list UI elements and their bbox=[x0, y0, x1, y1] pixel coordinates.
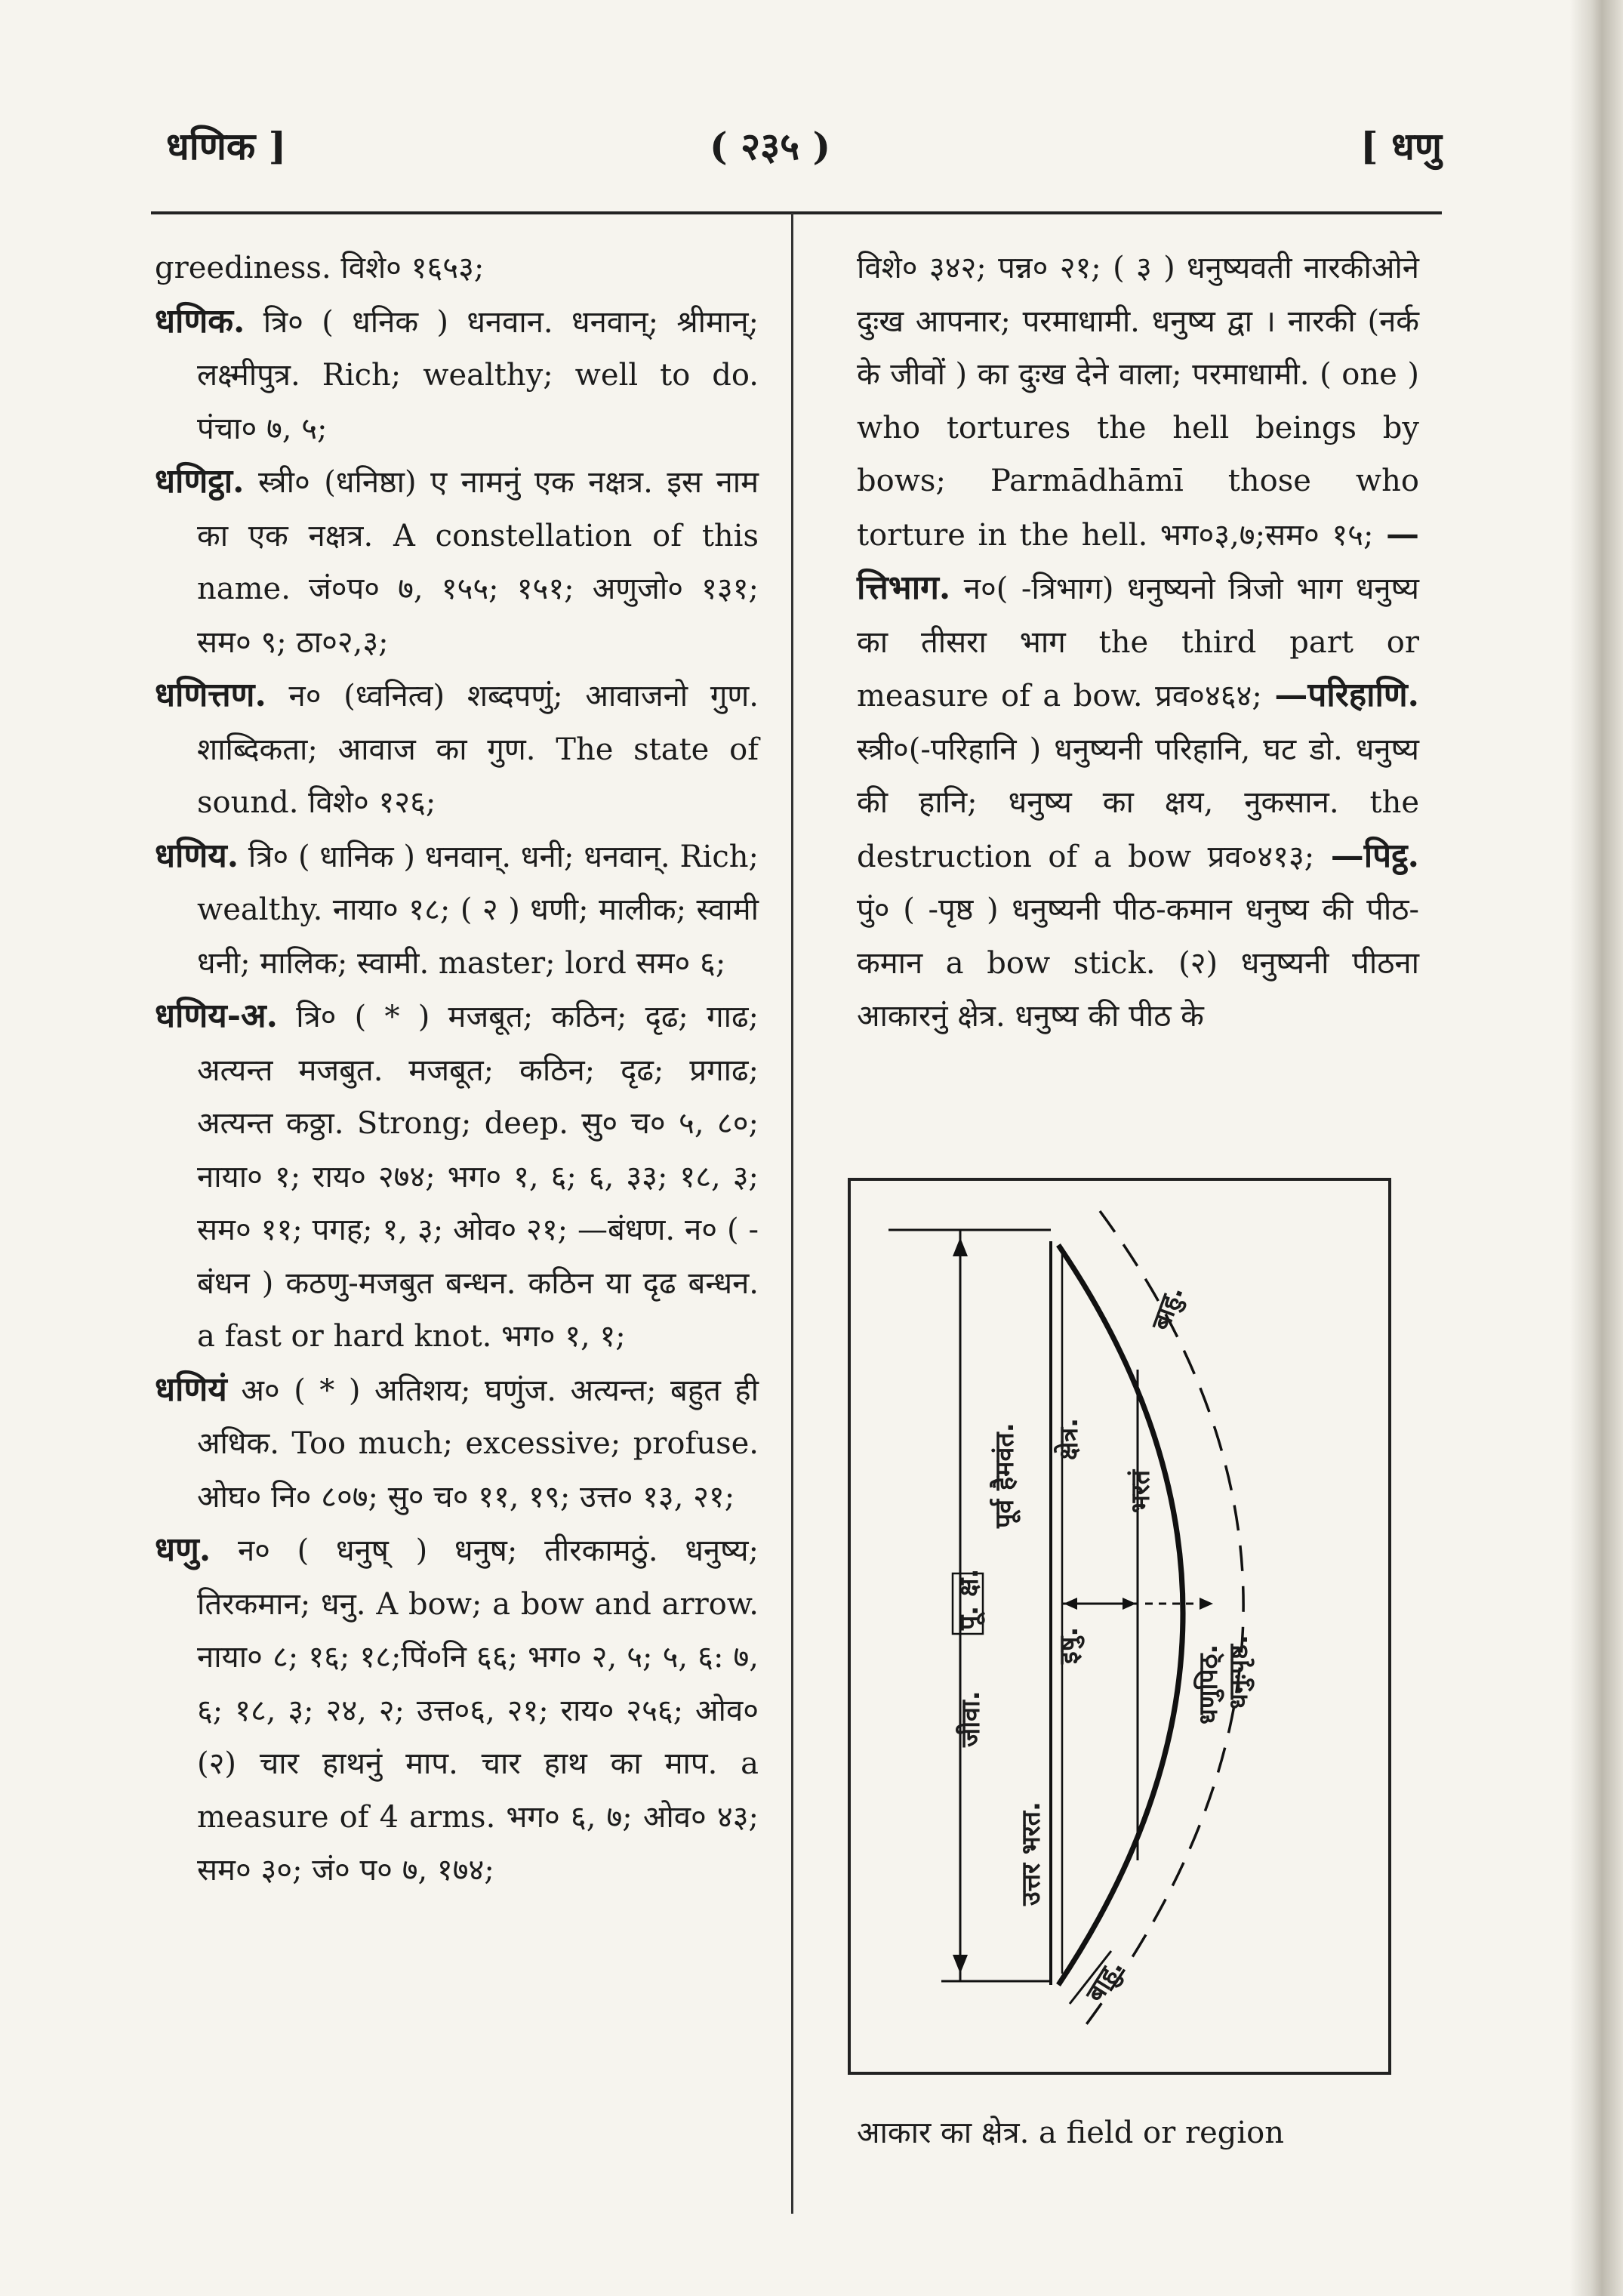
entry-text: पुं० ( -पृष्ठ ) धनुष्यनी पीठ-कमान धनुष्य की पीठ-कमान a bow stick. (२) धनुष्यनी पीठना आकारनुं क्षेत्र. धनुष्य की पीठ के bbox=[857, 892, 1419, 1034]
entry-text: त्रि० ( धनिक ) धनवान. धनवान्; श्रीमान्; लक्ष्मीपुत्र. Rich; wealthy; well to do. पंचा० ७, ५; bbox=[197, 304, 759, 446]
entry-text: न० ( धनुष् ) धनुष; तीरकामठुं. धनुष्य; तिरकमान; धनु. A bow; a bow and arrow. नाया० ८; १६; १८;पिं०नि ६६; भग० २, ५; ५, ६: ७, ६; १८, ३; २४, २; उत्त०६, २१; राय० २५६; ओव० (२) चार हाथनुं माप. चार हाथ का माप. a measure of 4 arms. भग० ६, ७; ओव० ४३; सम० ३०; जं० प० ७, १७४; bbox=[197, 1533, 759, 1888]
page-header bbox=[151, 113, 1442, 181]
ishu-arrowhead-left bbox=[1064, 1598, 1077, 1610]
entry-continuation bbox=[155, 242, 759, 295]
subentry-headword: —पिट्ठ. bbox=[1330, 836, 1419, 875]
header-left-word: धणिक ] bbox=[166, 124, 287, 168]
label-purva-hemavant: पूर्व हैमवंत. bbox=[990, 1422, 1020, 1528]
label-ishu: इषु. bbox=[1054, 1626, 1084, 1664]
arrow-down bbox=[953, 1955, 968, 1974]
right-column bbox=[857, 242, 1419, 1043]
label-top-tag: बाहु. bbox=[1145, 1281, 1190, 1335]
label-purna-kshetra: पू. क्ष. bbox=[954, 1568, 984, 1630]
label-dhanushpishtha: धनुःपृष्ठ. bbox=[1224, 1635, 1254, 1709]
entry-text: स्त्री० (धनिष्ठा) ए नामनुं एक नक्षत्र. इस नाम का एक नक्षत्र. A constellation of this name. जं०प० ७, १५५; १५१; अणुजो० १३१; सम० ९; ठा०२,३; bbox=[197, 465, 759, 660]
column-divider bbox=[791, 213, 793, 2214]
headword: धणिक. bbox=[155, 301, 245, 341]
arrow-up bbox=[953, 1237, 968, 1256]
ishu-arrowhead-right bbox=[1123, 1598, 1136, 1610]
scan-edge bbox=[1570, 0, 1623, 2296]
entry-text: greediness. विशे० १६५३; bbox=[155, 251, 485, 285]
bow-diagram bbox=[848, 1178, 1391, 2075]
entry-text: अ० ( * ) अतिशय; घणुंज. अत्यन्त; बहुत ही अधिक. Too much; excessive; profuse. ओघ० नि० ८०७; सु० च० ११, १९; उत्त० १३, २१; bbox=[197, 1373, 759, 1515]
headword: धणित्तण. bbox=[155, 676, 266, 714]
entry-continuation bbox=[857, 242, 1419, 1043]
header-right-word: [ धणु bbox=[1360, 124, 1442, 168]
header-rule bbox=[151, 211, 1442, 214]
entry-text: न० (ध्वनित्व) शब्दपणुं; आवाजनो गुण. शाब्दिकता; आवाज का गुण. The state of sound. विशे० १२६; bbox=[197, 679, 759, 820]
headword: धणिय-अ. bbox=[155, 997, 278, 1035]
label-dhanupitthe: धणुपिठ्. bbox=[1193, 1644, 1224, 1724]
headword: धणु. bbox=[155, 1530, 211, 1569]
dictionary-entry bbox=[155, 455, 759, 669]
headword: धणिय. bbox=[155, 836, 239, 875]
entry-text: त्रि० ( धानिक ) धनवान्. धनी; धनवान्. Rich; wealthy. नाया० १८; ( २ ) धणी; मालीक; स्वामी धनी; मालिक; स्वामी. master; lord सम० ६; bbox=[197, 839, 759, 981]
ishu-arrowhead-2 bbox=[1200, 1598, 1213, 1610]
headword: धणियं bbox=[155, 1370, 227, 1409]
left-column bbox=[155, 242, 759, 1897]
page-number: ( २३५ ) bbox=[710, 124, 831, 168]
label-uttar-bharat: उत्तर भरत. bbox=[1016, 1801, 1046, 1906]
dictionary-entry bbox=[155, 990, 759, 1364]
dictionary-entry bbox=[155, 1524, 759, 1897]
label-bharat: भरतं bbox=[1126, 1469, 1156, 1513]
dictionary-entry bbox=[155, 295, 759, 456]
entry-text: त्रि० ( * ) मजबूत; कठिन; दृढ; गाढ; अत्यन्त मजबुत. मजबूत; कठिन; दृढ; प्रगाढ; अत्यन्त कठ्ठा. Strong; deep. सु० च० ५, ८०; नाया० १; राय० २७४; भग० १, ६; ६, ३३; १८, ३; सम० ११; पगह; १, ३; ओव० २१; —बंधण. न० ( -बंधन ) कठणु-मजबुत बन्धन. कठिन या दृढ बन्धन. a fast or hard knot. भग० १, १; bbox=[197, 1000, 759, 1354]
dictionary-entry bbox=[155, 669, 759, 830]
bow-arc bbox=[1058, 1245, 1183, 1985]
figure-caption bbox=[857, 2106, 1419, 2159]
subentry-headword: —परिहाणि. bbox=[1274, 676, 1419, 714]
caption-text: आकार का क्षेत्र. a field or region bbox=[857, 2116, 1284, 2150]
headword: धणिट्ठा. bbox=[155, 462, 245, 501]
label-kshetra: क्षेत्र. bbox=[1054, 1417, 1084, 1460]
entry-text: स्त्री०(-परिहानि ) धनुष्यनी परिहानि, घट डो. धनुष्य की हानि; धनुष्य का क्षय, नुकसान. the destruction of a bow प्रव०४१३; bbox=[857, 732, 1419, 874]
dictionary-entry bbox=[155, 830, 759, 991]
subentry-headword: —त्तिभाग. bbox=[857, 514, 1419, 607]
entry-text: न०( -त्रिभाग) धनुष्यनो त्रिजो भाग धनुष्य का तीसरा भाग the third part or measure of a bow. प्रव०४६४; bbox=[857, 572, 1419, 713]
label-bahu: बाहु. bbox=[1079, 1953, 1130, 2008]
label-jiva: जीवा. bbox=[956, 1690, 986, 1747]
bow-diagram-svg bbox=[851, 1181, 1388, 2072]
dictionary-entry bbox=[155, 1364, 759, 1524]
entry-text: विशे० ३४२; पन्न० २१; ( ३ ) धनुष्यवती नारकीओने दुःख आपनार; परमाधामी. धनुष्य द्वा । नारकी (नर्क के जीवों ) का दुःख देने वाला; परमाधामी. ( one ) who tortures the hell beings by bows; Parmādhāmī those who torture in the hell. भग०३,७;सम० १५; bbox=[857, 251, 1419, 553]
